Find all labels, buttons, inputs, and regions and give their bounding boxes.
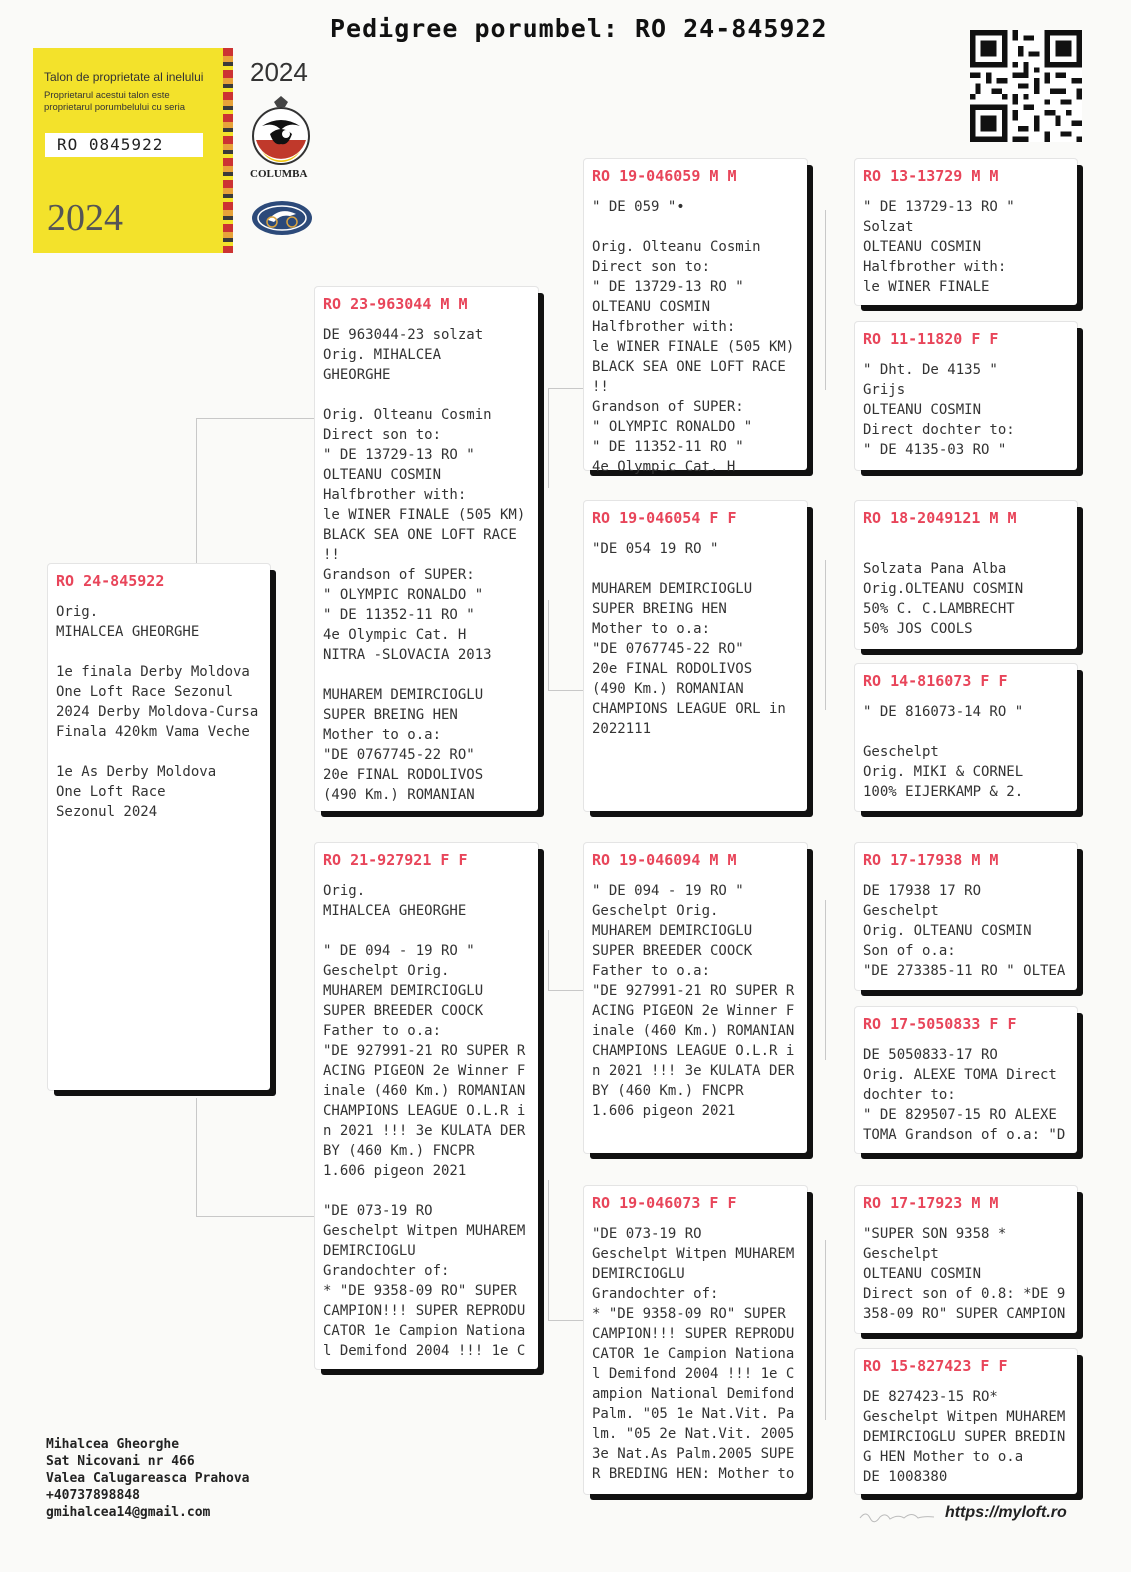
pigeon-card-mm-mother [855, 1349, 1077, 1494]
signature-icon [858, 1508, 938, 1524]
talon-color-band [223, 48, 233, 253]
pigeon-description: Orig. MIHALCEA GHEORGHE 1e finala Derby Moldova One Loft Race Sezonul 2024 Derby Moldova-Cursa Finala 420km Vama Veche 1e As Derby Moldova One Loft Race Sezonul 2024 [56, 604, 259, 820]
pigeon-card-mm-father [855, 1186, 1077, 1333]
ring-number: RO 21-927921 F F [323, 851, 468, 869]
pigeon-description: DE 17938 17 RO Geschelpt Orig. OLTEANU COSMIN Son of o.a: "DE 273385-11 RO " OLTEA [863, 883, 1066, 979]
pigeon-description: "DE 054 19 RO " MUHAREM DEMIRCIOGLU SUPER BREING HEN Mother to o.a: "DE 0767745-22 RO" 20e FINAL RODOLIVOS (490 Km.) ROMANIAN CHAMPIONS LEAGUE ORL in 2022111 [592, 541, 786, 737]
connector-line [548, 990, 584, 991]
ring-number: RO 24-845922 [56, 572, 165, 590]
connector-line [548, 930, 549, 990]
connector-line [548, 600, 549, 690]
connector-line [196, 418, 197, 568]
connector-line [548, 388, 549, 488]
columba-label: COLUMBA [250, 168, 308, 180]
connector-line [825, 560, 826, 710]
pigeon-description: "DE 073-19 RO Geschelpt Witpen MUHAREM DEMIRCIOGLU Grandochter of: * "DE 9358-09 RO" SUPER CAMPION!!! SUPER REPRODU CATOR 1e Campion Nationa l Demifond 2004 !!! 1e C ampion National Demifond Palm. "05 1e Nat.Vit. Pa lm. "05 2e Nat.Vit. 2005 3e Nat.As Palm.2005 SUPE R BREDING HEN: Mother to [592, 1226, 795, 1482]
ring-number: RO 23-963044 M M [323, 295, 468, 313]
connector-line [196, 1216, 316, 1217]
federation-logo-icon [250, 200, 314, 236]
pigeon-description: "SUPER SON 9358 * Geschelpt OLTEANU COSMIN Direct son of 0.8: *DE 9 358-09 RO" SUPER CAMPION [863, 1226, 1066, 1322]
talon-year: 2024 [47, 197, 123, 239]
website-link[interactable]: https://myloft.ro [945, 1504, 1067, 1521]
page-title: Pedigree porumbel: RO 24-845922 [330, 14, 828, 43]
pigeon-description: DE 5050833-17 RO Orig. ALEXE TOMA Direct dochter to: " DE 829507-15 RO ALEXE TOMA Grandson of o.a: "D [863, 1047, 1066, 1143]
pigeon-card-father [315, 287, 538, 811]
ring-number: RO 14-816073 F F [863, 672, 1008, 690]
ring-number: RO 15-827423 F F [863, 1357, 1008, 1375]
pigeon-description: DE 963044-23 solzat Orig. MIHALCEA GHEORGHE Orig. Olteanu Cosmin Direct son to: " DE 13729-13 RO " OLTEANU COSMIN Halfbrother with: le WINER FINALE (505 KM) BLACK SEA ONE LOFT RACE !! Grandson of SUPER: " OLYMPIC RONALDO " " DE 11352-11 RO " 4e Olympic Cat. H NITRA -SLOVACIA 2013 MUHAREM DEMIRCIOGLU SUPER BREING HEN Mother to o.a: "DE 0767745-22 RO" 20e FINAL RODOLIVOS (490 Km.) ROMANIAN [323, 327, 526, 803]
connector-line [548, 1180, 549, 1320]
connector-line [825, 900, 826, 1060]
ring-number: RO 13-13729 M M [863, 167, 999, 185]
pigeon-description: " DE 094 - 19 RO " Geschelpt Orig. MUHAREM DEMIRCIOGLU SUPER BREEDER COOCK Father to o.a: "DE 927991-21 RO SUPER R ACING PIGEON 2e Winner F inale (460 Km.) ROMANIAN CHAMPIONS LEAGUE O.L.R i n 2021 !!! 3e KULATA DER BY (460 Km.) FNCPR 1.606 pigeon 2021 [592, 883, 795, 1119]
connector-line [548, 388, 584, 389]
pigeon-card-subject [48, 564, 270, 1090]
pigeon-card-mf-father [855, 843, 1077, 990]
pigeon-description: Solzata Pana Alba Orig.OLTEANU COSMIN 50% C. C.LAMBRECHT 50% JOS COOLS [863, 561, 1024, 637]
talon-title: Talon de proprietate al inelului [44, 70, 204, 84]
columba-logo-icon [248, 96, 314, 166]
pigeon-card-fm-mother [855, 664, 1077, 811]
ring-ownership-talon [33, 48, 233, 253]
qr-code-icon [970, 30, 1082, 142]
ring-number: RO 19-046073 F F [592, 1194, 737, 1212]
pigeon-description: " Dht. De 4135 " Grijs OLTEANU COSMIN Direct dochter to: " DE 4135-03 RO " [863, 362, 1015, 458]
pigeon-card-mf-mother [855, 1007, 1077, 1153]
pigeon-description: " DE 816073-14 RO " Geschelpt Orig. MIKI & CORNEL 100% EIJERKAMP & 2. [863, 704, 1024, 800]
owner-phone: +40737898848 [46, 1488, 140, 1503]
owner-address-line1: Sat Nicovani nr 466 [46, 1454, 195, 1469]
pigeon-card-ff-mother [855, 322, 1077, 470]
ring-number: RO 19-046054 F F [592, 509, 737, 527]
talon-ring-number: RO 0845922 [45, 133, 203, 157]
pigeon-card-ff-father [855, 159, 1077, 305]
owner-name: Mihalcea Gheorghe [46, 1437, 180, 1452]
pigeon-description: DE 827423-15 RO* Geschelpt Witpen MUHAREM DEMIRCIOGLU SUPER BREDIN G HEN Mother to o.a DE 1008380 [863, 1389, 1066, 1485]
owner-info [46, 1436, 250, 1521]
pigeon-card-mother [315, 843, 538, 1369]
pigeon-card-paternal-grandmother [584, 501, 807, 811]
pigeon-description: Orig. MIHALCEA GHEORGHE " DE 094 - 19 RO " Geschelpt Orig. MUHAREM DEMIRCIOGLU SUPER BREEDER COOCK Father to o.a: "DE 927991-21 RO SUPER R ACING PIGEON 2e Winner F inale (460 Km.) ROMANIAN CHAMPIONS LEAGUE O.L.R i n 2021 !!! 3e KULATA DER BY (460 Km.) FNCPR 1.606 pigeon 2021 "DE 073-19 RO Geschelpt Witpen MUHAREM DEMIRCIOGLU Grandochter of: * "DE 9358-09 RO" SUPER CAMPION!!! SUPER REPRODU CATOR 1e Campion Nationa l Demifond 2004 !!! 1e C [323, 883, 526, 1359]
ring-number: RO 11-11820 F F [863, 330, 999, 348]
ring-number: RO 19-046094 M M [592, 851, 737, 869]
pigeon-description: " DE 059 "• Orig. Olteanu Cosmin Direct son to: " DE 13729-13 RO " OLTEANU COSMIN Halfbrother with: le WINER FINALE (505 KM) BLACK SEA ONE LOFT RACE !! Grandson of SUPER: " OLYMPIC RONALDO " " DE 11352-11 RO " 4e Olympic Cat. H [592, 199, 795, 475]
connector-line [548, 690, 584, 691]
pigeon-card-paternal-grandfather [584, 159, 807, 475]
owner-address-line2: Valea Calugareasca Prahova [46, 1471, 250, 1486]
ring-number: RO 17-17923 M M [863, 1194, 999, 1212]
talon-text: Proprietarul acestui talon este proprietarul porumbelului cu seria [44, 90, 185, 113]
connector-line [548, 1320, 584, 1321]
ring-number: RO 19-046059 M M [592, 167, 737, 185]
pigeon-card-maternal-grandmother [584, 1186, 807, 1494]
ring-number: RO 17-5050833 F F [863, 1015, 1017, 1033]
owner-email: gmihalcea14@gmail.com [46, 1505, 211, 1520]
logo-year: 2024 [250, 57, 308, 87]
ring-number: RO 18-2049121 M M [863, 509, 1017, 527]
connector-line [825, 1240, 826, 1420]
connector-line [825, 210, 826, 390]
ring-number: RO 17-17938 M M [863, 851, 999, 869]
connector-line [196, 418, 316, 419]
pigeon-card-maternal-grandfather [584, 843, 807, 1153]
pigeon-description: " DE 13729-13 RO " Solzat OLTEANU COSMIN Halfbrother with: le WINER FINALE [863, 199, 1015, 295]
pigeon-card-fm-father [855, 501, 1077, 649]
connector-line [196, 1098, 197, 1216]
